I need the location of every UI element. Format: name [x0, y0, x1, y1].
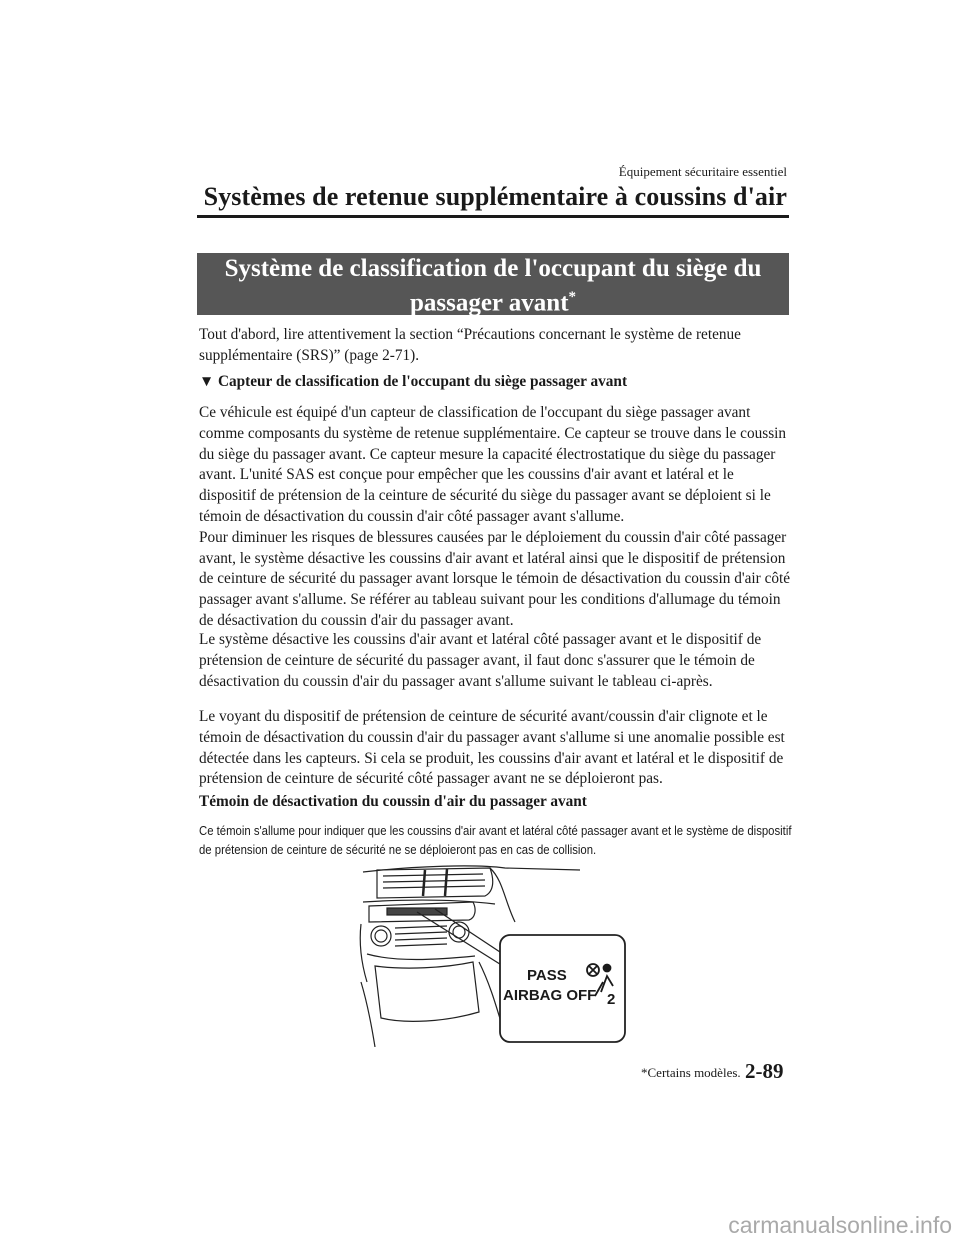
section-title-line1: Système de classification de l'occupant du siège du: [224, 255, 762, 282]
subheading: [199, 372, 791, 393]
air-vent-outline: [377, 868, 493, 898]
storage-tray: [375, 962, 479, 1021]
console-curve: [490, 868, 515, 922]
header-divider: [197, 215, 789, 218]
chapter-title: Systèmes de retenue supplémentaire à coussins d'air: [203, 182, 787, 211]
pass-label: PASS: [527, 967, 567, 984]
paragraph-1a: Ce véhicule est équipé d'un capteur de classification de l'occupant du siège passager avant comme composants du système de retenue supplémentaire. Ce capteur se trouve dans le coussin du siège du passager avant. Ce capteur mesure la capacité électrostatique du siège du passager avant. L'unité SAS est conçue pour empêcher que les coussins d'air avant et latéral et le dispositif de prétension de la ceinture de sécurité du siège du passager avant se déploient si le témoin de désactivation du coussin d'air côté passager avant s'allume.: [199, 404, 787, 525]
dashboard-figure: [355, 862, 630, 1047]
subheading-text: Capteur de classification de l'occupant du siège passager avant: [217, 373, 628, 390]
left-knob: [371, 926, 391, 946]
page-number: 2-89: [745, 1059, 784, 1083]
control-buttons: [395, 926, 447, 946]
intro-paragraph: Tout d'abord, lire attentivement la section “Précautions concernant le système de retenue supplémentaire (SRS)” (page 2-71).: [199, 326, 741, 364]
watermark-text: carmanualsonline.info: [728, 1212, 952, 1238]
paragraph-1: [199, 403, 791, 632]
dash-top-line: [363, 866, 580, 872]
paragraph-3: Le voyant du dispositif de prétension de ceinture de sécurité avant/coussin d'air clignote et le témoin de désactivation du coussin d'air du passager avant s'allume si une anomalie possible est détectée dans les capteurs. Si cela se produit, les coussins d'air avant et latéral et le dispositif de prétension de ceinture de sécurité côté passager avant ne se déploieront pas.: [199, 708, 785, 788]
footnote: *Certains modèles.: [641, 1065, 741, 1080]
section-label: Équipement sécuritaire essentiel: [618, 164, 787, 179]
dashboard-illustration: [355, 862, 630, 1047]
airbag-off-label: AIRBAG OFF: [503, 987, 597, 1004]
section-title-line2: passager avant*: [409, 289, 577, 317]
seat-number-label: 2: [607, 991, 616, 1008]
paragraph-1b: Pour diminuer les risques de blessures causées par le déploiement du coussin d'air côté passager avant, le système désactive les coussins d'air avant et latéral ainsi que le dispositif de prétension de ceinture de sécurité du passager avant lorsque le témoin de désactivation du coussin d'air côté passager avant s'allume. Se référer au tableau suivant pour les conditions d'allumage du témoin de désactivation du coussin d'air du passager avant.: [199, 528, 791, 629]
indicator-heading: Témoin de désactivation du coussin d'air du passager avant: [199, 793, 587, 810]
triangle-bullet-icon: ▼: [199, 373, 215, 390]
certain-models-marker: *: [568, 289, 577, 305]
section-title-box: [197, 253, 789, 315]
indicator-description: Ce témoin s'allume pour indiquer que les coussins d'air avant et latéral côté passager avant et le système de dispositif de prétension de ceinture de sécurité ne se déploieront pas en cas de collision.: [199, 823, 792, 857]
paragraph-2: Le système désactive les coussins d'air avant et latéral côté passager avant et le dispositif de prétension de ceinture de sécurité du passager avant, il faut donc s'assurer que le témoin de désactivation du coussin d'air du passager avant s'allume suivant le tableau ci-après.: [199, 631, 762, 690]
